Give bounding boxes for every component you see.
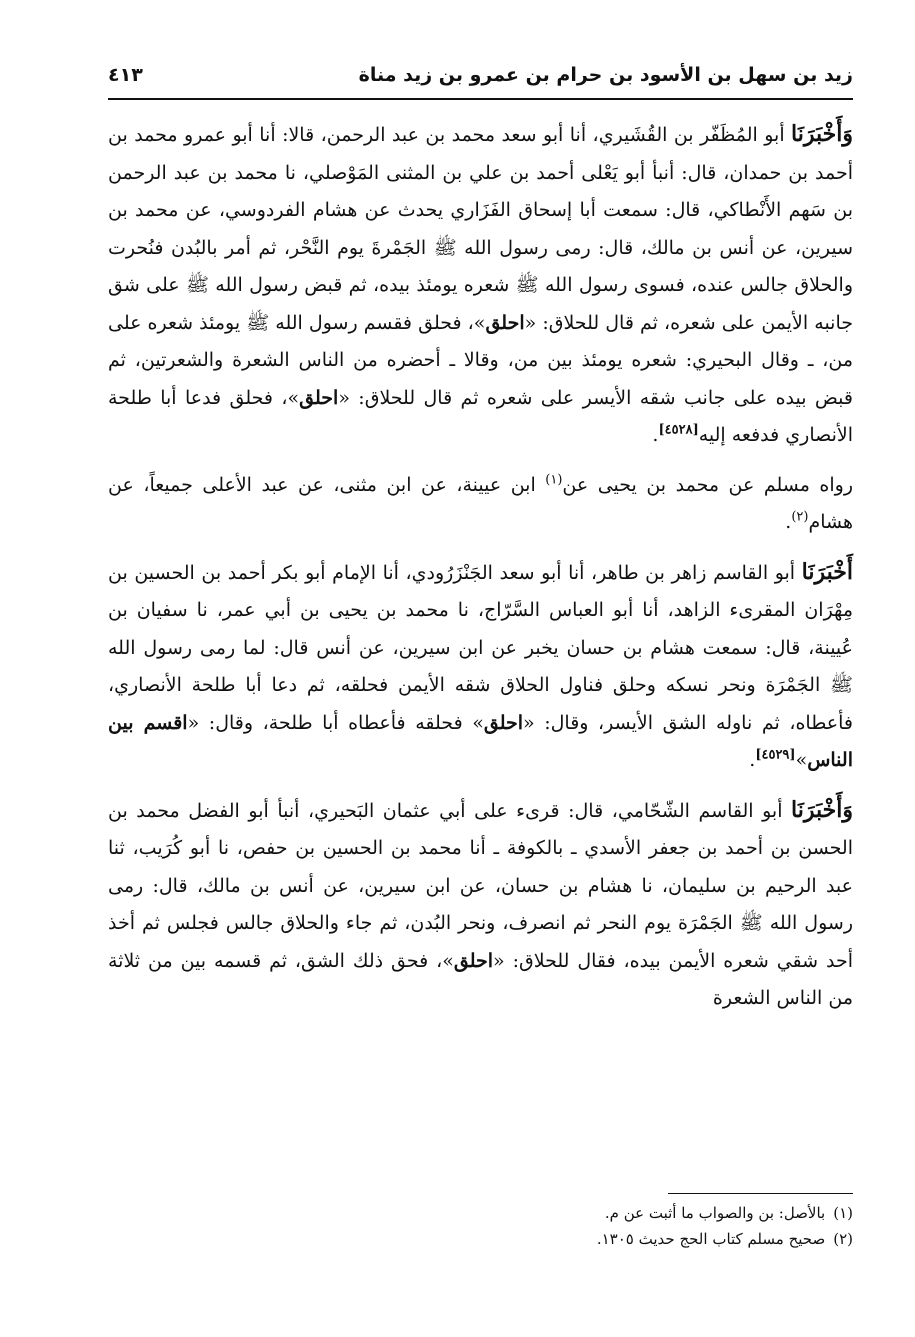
- footnote-ref[interactable]: (٢): [791, 509, 809, 525]
- running-header: [108, 58, 853, 100]
- paragraph-text: »، فحلق فدعا أبا طلحة الأنصاري فدفعه إليه: [108, 386, 853, 446]
- paragraph-text: أبو القاسم الشّحّامي، قال: قرىء على أبي عثمان البَحيري، أنبأ أبو الفضل محمد بن الحسن بن أحمد بن جعفر الأسدي ـ بالكوفة ـ أنا محمد بن الحسين بن حفص، نا أبو كُرَيب، ثنا عبد الرحيم بن سليمان، نا هشام بن حسان، عن ابن سيرين، عن أنس بن مالك، قال: رمى رسول الله ﷺ الجَمْرَة يوم النحر ثم انصرف، ونحر البُدن، ثم جاء والحلاق جالس فجلس ثم أخذ أحد شقي شعره الأيمن بيده، فقال للحلاق: «: [108, 799, 853, 972]
- narration-paragraph: [108, 467, 853, 542]
- hadith-number: [٤٥٢٩]: [755, 747, 796, 763]
- footnote-text: بالأصل: بن والصواب ما أثبت عن م.: [604, 1204, 826, 1222]
- emphasis-text: احلق: [299, 386, 339, 409]
- hadith-paragraph-2: [108, 554, 853, 780]
- hadith-paragraph-1: [108, 116, 853, 455]
- paragraph-text: »، فحلق فقسم رسول الله ﷺ يومئذ شعره على من، ـ وقال البحيري: شعره يومئذ بين من، وقالا ـ أحضره من الناس الشعرة والشعرتين، ثم قبض بيده على جانب شقه الأيسر على شعره ثم قال للحلاق: «: [108, 311, 853, 409]
- emphasis-text: احلق: [453, 949, 494, 972]
- header-title: زيد بن سهل بن الأسود بن حرام بن عمرو بن زيد مناة: [358, 64, 853, 86]
- paragraph-text: » فحلقه فأعطاه أبا طلحة، وقال: «: [187, 711, 484, 734]
- main-text: [108, 116, 853, 1030]
- paragraph-lead: أَخْبَرَنَا: [801, 558, 853, 585]
- paragraph-text: أبو المُظَفّر بن القُشَيري، أنا أبو سعد محمد بن عبد الرحمن، قالا: أنا أبو عمرو محمد بن أحمد بن حمدان، قال: أنبأ أبو يَعْلى أحمد بن علي بن المثنى المَوْصلي، نا محمد بن عبد الرحمن بن سَهم الأَنْطاكي، قال: سمعت أبا إسحاق الفَزَاري يحدث عن هشام الفردوسي، عن محمد بن سيرين، عن أنس بن مالك، قال: رمى رسول الله ﷺ الجَمْرةَ يوم النَّحْر، ثم أمر بالبُدن فنُحرت والحلاق جالس عنده، فسوى رسول الله ﷺ شعره يومئذ بيده، ثم قبض رسول الله ﷺ على شق جانبه الأيمن على شعره، ثم قال للحلاق: «: [108, 124, 854, 334]
- footnote-item: [108, 1200, 853, 1226]
- footnote-item: [108, 1226, 853, 1252]
- paragraph-text: »: [795, 749, 808, 771]
- page-number: ٤١٣: [108, 64, 143, 86]
- footnote-text: صحيح مسلم كتاب الحج حديث ١٣٠٥.: [596, 1230, 826, 1248]
- hadith-paragraph-3: [108, 792, 853, 1018]
- paragraph-lead: وَأَخْبَرَنَا: [791, 796, 853, 823]
- footnote-ref[interactable]: (١): [545, 472, 563, 488]
- hadith-number: [٤٥٢٨]: [658, 422, 699, 438]
- emphasis-text: اقسم بين الناس: [108, 711, 853, 771]
- paragraph-text: ابن عيينة، عن ابن مثنى، عن عبد الأعلى جميعاً، عن هشام: [108, 473, 853, 533]
- paragraph-end: .: [652, 424, 659, 446]
- paragraph-text: أبو القاسم زاهر بن طاهر، أنا أبو سعد الجَنْزَرُودي، أنا الإمام أبو بكر أحمد بن الحسين بن مِهْرَان المقرىء الزاهد، أنا أبو العباس السَّرّاج، نا محمد بن يحيى بن أبي عمر، نا سفيان بن عُيينة، قال: سمعت هشام بن حسان يخبر عن ابن سيرين، عن أنس قال: لما رمى رسول الله ﷺ الجَمْرَة ونحر نسكه وحلق فناول الحلاق شقه الأيمن فحلقه، ثم دعا أبا طلحة الأنصاري، فأعطاه، ثم ناوله الشق الأيسر، وقال: «: [108, 561, 853, 734]
- emphasis-text: احلق: [485, 311, 525, 334]
- footnotes: [108, 1200, 853, 1252]
- footnote-divider: [668, 1193, 853, 1194]
- footnote-number: (١): [833, 1204, 853, 1222]
- footnote-number: (٢): [833, 1230, 853, 1248]
- paragraph-text: »، فحق ذلك الشق، ثم قسمه بين من ثلاثة من الناس الشعرة: [108, 949, 853, 1009]
- paragraph-end: .: [749, 749, 756, 771]
- paragraph-end: .: [785, 511, 792, 533]
- paragraph-lead: وَأَخْبَرَنَا: [791, 121, 853, 147]
- paragraph-text: رواه مسلم عن محمد بن يحيى عن: [562, 473, 853, 496]
- emphasis-text: احلق: [483, 711, 524, 734]
